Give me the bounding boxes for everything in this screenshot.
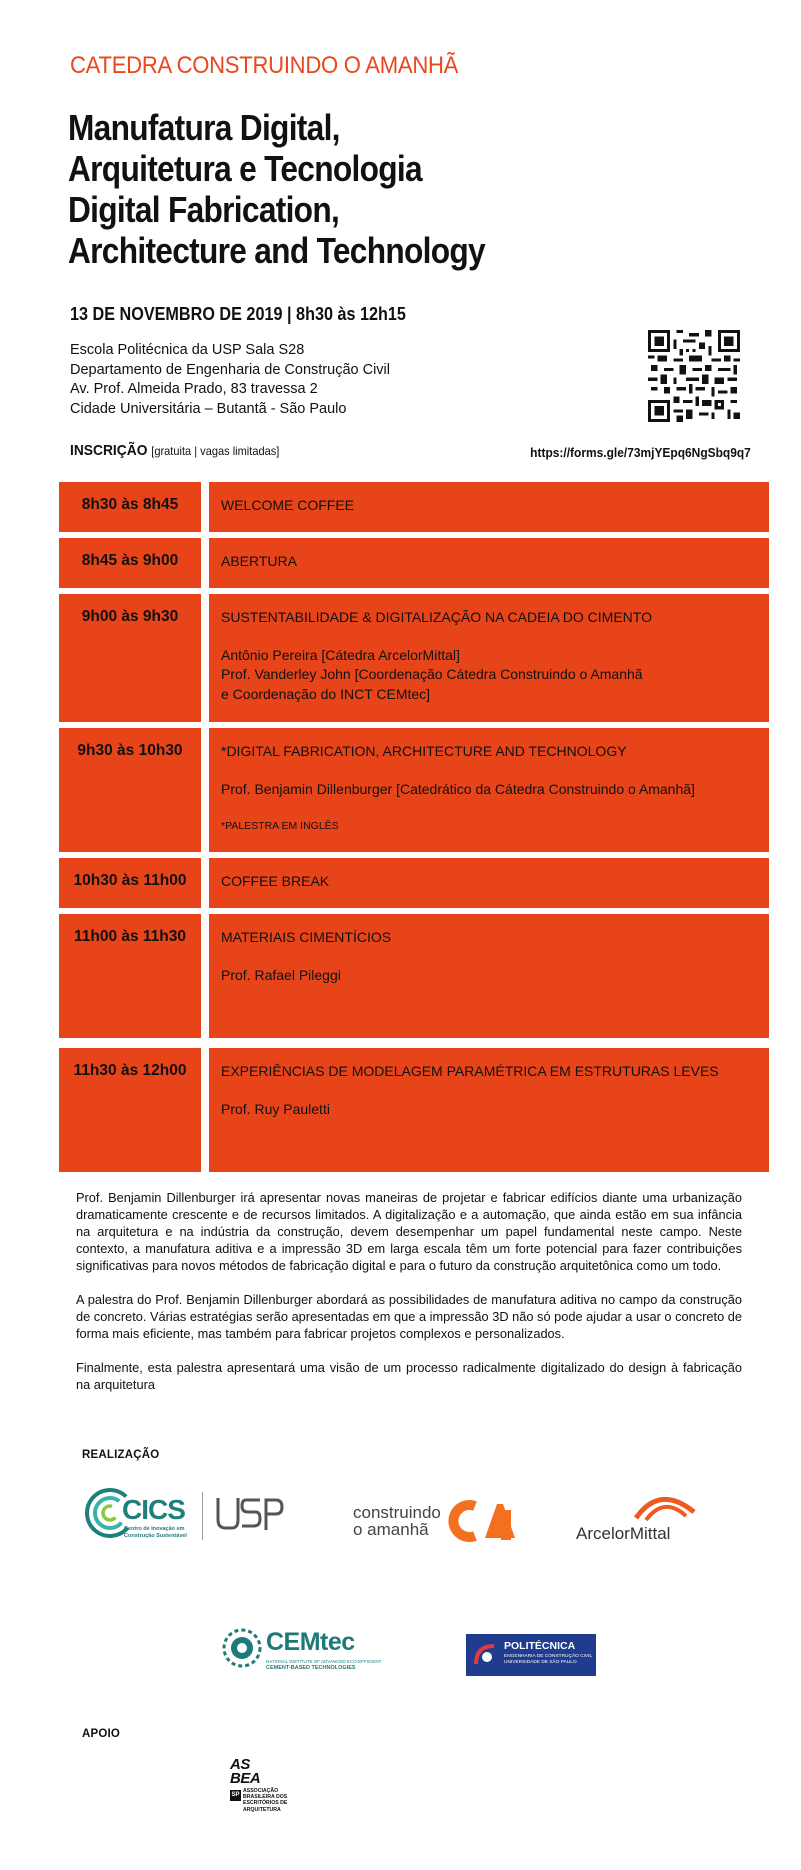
description-paragraph: Prof. Benjamin Dillenburger irá apresentar novas maneiras de projetar e fabricar edifícios diante uma urbanização dramaticamente crescente e de recursos limitados. A digitalização e a automação, que ainda estão em sua infância na arquitetura e na indústria da construção, devem desempenhar um papel fundamental neste campo. Neste contexto, a manufatura aditiva e a impressão 3D em larga escala têm um forte potencial para fazer contribuições significativas para novos métodos de fabricação digital e para o futuro da construção arquitetônica como um todo. [76,1190,742,1273]
schedule-row [59,538,769,588]
logo-divider [202,1492,203,1540]
asbea-sp-badge: SP [230,1790,241,1801]
address-line: Escola Politécnica da USP Sala S28 [70,342,305,358]
title-line: Manufatura Digital, [68,107,340,148]
schedule-row [59,594,769,722]
speaker-line: Prof. Rafael Pileggi [221,966,341,983]
speaker-line: e Coordenação do INCT CEMtec] [221,685,431,702]
session-title: *DIGITAL FABRICATION, ARCHITECTURE AND TECHNOLOGY [221,743,627,759]
asbea-mark: AS BEA [230,1756,261,1787]
title-line: Architecture and Technology [68,230,485,271]
politecnica-logo [466,1634,596,1676]
construindo-mark-icon [445,1500,517,1542]
cics-name: CICS [122,1494,185,1525]
schedule-activity [209,914,769,1038]
asbea-logo [230,1758,300,1828]
title-line: Digital Fabrication, [68,189,340,230]
venue-address [70,341,390,419]
address-line: Departamento de Engenharia de Construção Civil [70,361,390,378]
schedule-row [59,728,769,852]
organizer-heading: CATEDRA CONSTRUINDO O AMANHÃ [70,52,459,79]
event-date: 13 DE NOVEMBRO DE 2019 [70,304,283,324]
politecnica-subtitle: ENGENHARIA DE CONSTRUÇÃO CIVIL UNIVERSIDADE DE SÃO PAULO [504,1654,593,1665]
registration-note: [gratuita | vagas limitadas] [151,444,280,458]
politecnica-mark-icon [474,1644,496,1666]
cemtec-name: CEMtec [266,1628,355,1656]
usp-mark-icon [214,1494,286,1534]
event-time: 8h30 às 12h15 [296,304,406,324]
registration-line [70,442,279,459]
title-line: Arquitetura e Tecnologia [68,148,422,189]
session-note: *PALESTRA EM INGLÊS [221,820,339,832]
schedule-activity: WELCOME COFFEE [209,482,769,532]
speaker-line: Prof. Vanderley John [Coordenação Cátedra Construindo o Amanhã [221,666,643,682]
address-line: Av. Prof. Almeida Prado, 83 travessa 2 [70,381,318,397]
schedule-time: 9h00 às 9h30 [59,594,201,722]
qr-code-icon[interactable] [648,330,740,422]
schedule-row [59,858,769,908]
session-title: MATERIAIS CIMENTÍCIOS [221,929,392,945]
schedule-activity [209,1048,769,1172]
speaker-line: Antônio Pereira [Cátedra ArcelorMittal] [221,646,460,663]
schedule-row [59,482,769,532]
asbea-subtitle: ASSOCIAÇÃO BRASILEIRA DOS ESCRITÓRIOS DE ARQUITETURA [243,1788,288,1813]
cemtec-mark-icon [222,1628,262,1668]
schedule-row [59,914,769,1038]
speaker-line: Prof. Ruy Pauletti [221,1100,330,1117]
construindo-logo [353,1500,523,1544]
event-description [76,1189,742,1410]
event-date-line [70,304,406,325]
schedule-time: 11h00 às 11h30 [59,914,201,1038]
schedule-row [59,1048,769,1172]
usp-logo [214,1494,286,1534]
schedule-activity: ABERTURA [209,538,769,588]
session-title: EXPERIÊNCIAS DE MODELAGEM PARAMÉTRICA EM ESTRUTURAS LEVES [221,1063,719,1079]
arcelormittal-name: ArcelorMittal [576,1524,671,1543]
apoio-label: APOIO [82,1728,121,1740]
schedule-activity [209,594,769,722]
arcelormittal-swoosh-icon [634,1490,696,1522]
schedule-time: 10h30 às 11h00 [59,858,201,908]
politecnica-name: POLITÉCNICA [504,1640,576,1652]
cics-subtitle: Centro de Inovação em Construção Sustentável [124,1526,187,1539]
registration-label: INSCRIÇÃO [70,442,148,459]
schedule-time: 9h30 às 10h30 [59,728,201,852]
schedule-time: 8h30 às 8h45 [59,482,201,532]
registration-link[interactable]: https://forms.gle/73mjYEpq6NgSbq9q7 [530,445,751,460]
schedule-time: 8h45 às 9h00 [59,538,201,588]
session-title: SUSTENTABILIDADE & DIGITALIZAÇÃO NA CADEIA DO CIMENTO [221,609,652,625]
separator: | [286,304,292,324]
address-line: Cidade Universitária – Butantã - São Paulo [70,400,347,417]
cemtec-logo [222,1628,382,1676]
event-title [68,107,748,271]
cemtec-subtitle: NATIONAL INSTITUTE OF ADVANCED ECO-EFFICIENT CEMENT-BASED TECHNOLOGIES [266,1659,382,1671]
speaker-line: Prof. Benjamin Dillenburger [Catedrático da Cátedra Construindo o Amanhã] [221,780,695,797]
construindo-text: construindo o amanhã [353,1503,441,1539]
arcelormittal-logo [576,1490,696,1546]
cics-logo [84,1486,204,1542]
schedule-activity: COFFEE BREAK [209,858,769,908]
description-paragraph: A palestra do Prof. Benjamin Dillenburger abordará as possibilidades de manufatura aditiva no campo da construção de concreto. Várias estratégias serão apresentadas em que a impressão 3D não só pode ajudar a usar o concreto de forma mais eficiente, mas também para fabricar projetos complexos e personalizados. [76,1292,742,1341]
realizacao-label: REALIZAÇÃO [82,1449,160,1461]
description-paragraph: Finalmente, esta palestra apresentará uma visão de um processo radicalmente digitalizado do design à fabricação na arquitetura [76,1360,742,1392]
schedule-activity [209,728,769,852]
schedule-time: 11h30 às 12h00 [59,1048,201,1172]
